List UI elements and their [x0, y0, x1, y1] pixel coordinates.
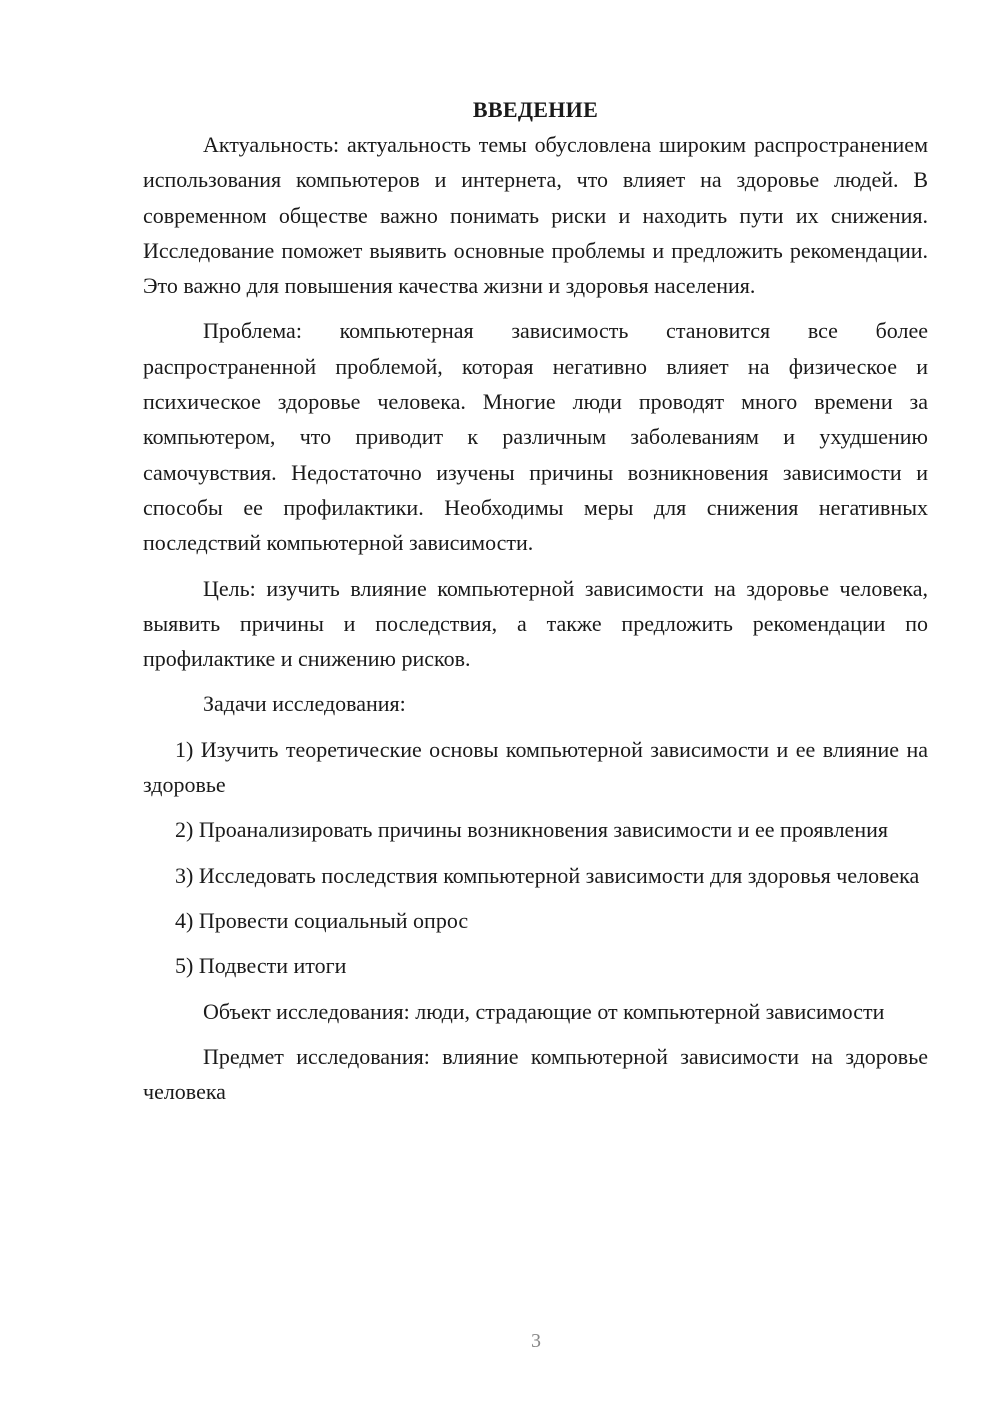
page-number: 3 — [531, 1330, 541, 1352]
tasks-heading: Задачи исследования: — [203, 691, 406, 717]
problem-paragraph: Проблема: компьютерная зависимость становится все более распространенной проблемой, которая негативно влияет на физическое и психическое здоровье человека. Многие люди проводят много времени за компьютером, что приводит к различным заболеваниям и ухудшению самочувствия. Недостаточно изучены причины возникновения зависимости и способы ее профилактики. Необходимы меры для снижения негативных последствий компьютерной зависимости. — [143, 318, 928, 556]
task-item: 4) Провести социальный опрос — [175, 907, 469, 933]
object-paragraph: Объект исследования: люди, страдающие от компьютерной зависимости — [203, 998, 885, 1024]
task-item: 2) Проанализировать причины возникновения зависимости и ее проявления — [175, 817, 888, 843]
document-page — [143, 92, 928, 1109]
subject-paragraph: Предмет исследования: влияние компьютерной зависимости на здоровье человека — [143, 1043, 928, 1105]
task-item: 1) Изучить теоретические основы компьютерной зависимости и ее влияние на здоровье — [143, 736, 928, 798]
relevance-paragraph: Актуальность: актуальность темы обусловлена широким распространением использования компьютеров и интернета, что влияет на здоровье людей. В современном обществе важно понимать риски и находить пути их снижения. Исследование поможет выявить основные проблемы и предложить рекомендации. Это важно для повышения качества жизни и здоровья населения. — [143, 132, 928, 299]
goal-paragraph: Цель: изучить влияние компьютерной зависимости на здоровье человека, выявить причины и последствия, а также предложить рекомендации по профилактике и снижению рисков. — [143, 575, 928, 672]
section-heading: ВВЕДЕНИЕ — [472, 97, 599, 122]
task-item: 3) Исследовать последствия компьютерной зависимости для здоровья человека — [175, 862, 920, 888]
task-item: 5) Подвести итоги — [175, 953, 347, 979]
